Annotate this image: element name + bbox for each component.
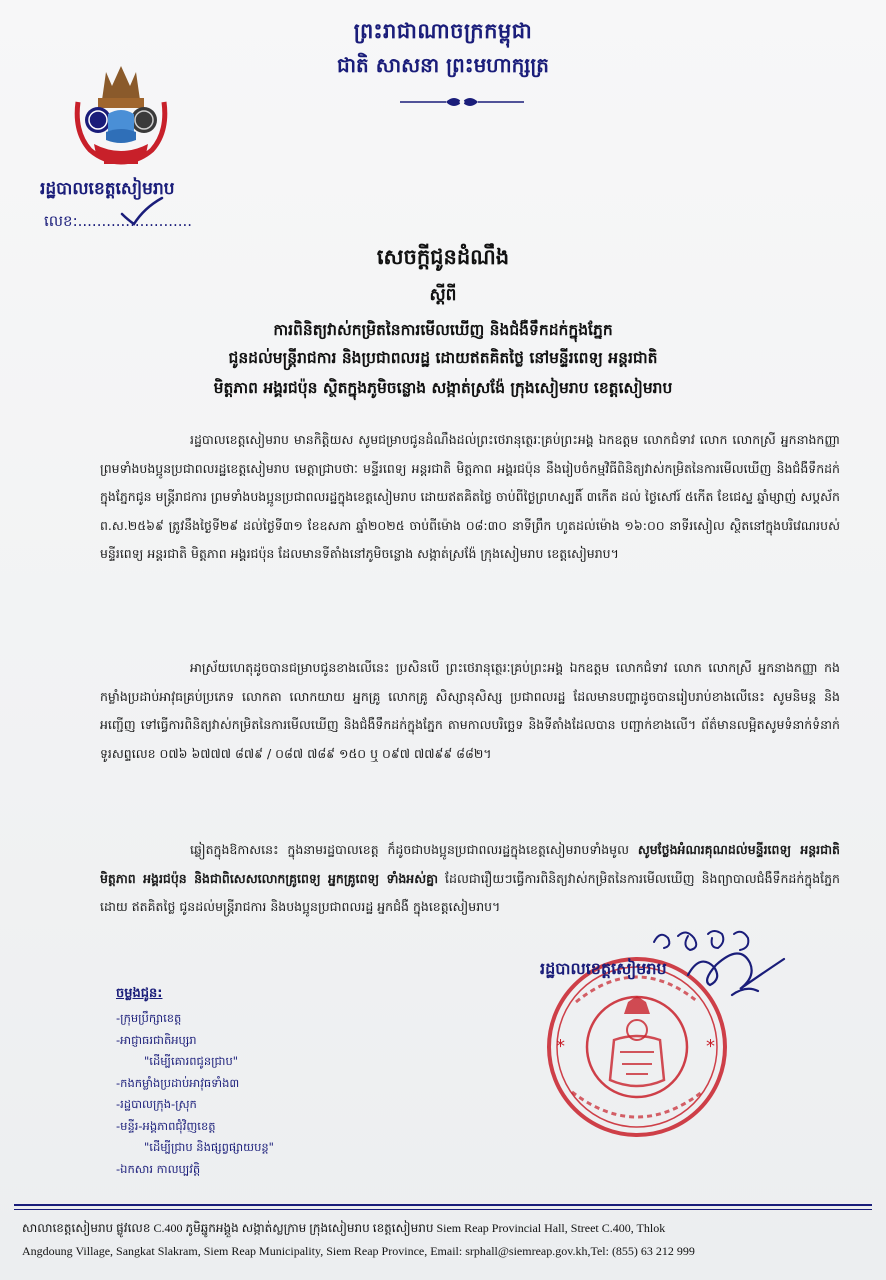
kingdom-heading: ព្រះរាជាណាចក្រកម្ពុជា [353,18,533,43]
footer-address-line-1: សាលាខេត្តសៀមរាប ផ្លូវលេខ C.400 ភូមិឆ្នូកអង្គួង សង្កាត់ស្លក្រាម ក្រុងសៀមរាប ខេត្តសៀមរាប Siem Reap Provincial Hall, Street C.400, Thlok [22,1221,666,1235]
footer-divider-thin [14,1209,872,1210]
national-motto: ជាតិ សាសនា ព្រះមហាក្សត្រ [337,53,549,77]
thanks-emphasis: សូមថ្លែងអំណរគុណដល់មន្ទីរពេទ្យ អន្តរជាតិ មិត្តភាព អង្គរជប៉ុន និងជាពិសេសលោកគ្រូពេទ្យ អ្នកគ្រូពេទ្យ ទាំងអស់គ្នា [100,842,840,886]
issuing-authority: រដ្ឋបាលខេត្តសៀមរាប [40,179,175,199]
subject-label: ស្ដីពី [429,285,457,305]
subject-line-3: មិត្តភាព អង្គរជប៉ុន ស្ថិតក្នុងភូមិចន្លោង សង្កាត់ស្រង៉ែ ក្រុងសៀមរាប ខេត្តសៀមរាប [213,378,673,397]
paragraph-thanks [100,836,840,922]
footer-divider [14,1204,872,1206]
reference-number: លេខ:........................ [44,212,193,230]
cc-item-note: "ដើម្បីជ្រាប និងផ្សព្វផ្សាយបន្ត" [144,1140,274,1154]
signatory-title: រដ្ឋបាលខេត្តសៀមរាប [540,959,667,978]
paragraph-invitation: អាស្រ័យហេតុដូចបានជម្រាបជូនខាងលើនេះ ប្រសិនបើ ព្រះថេរានុត្ថេរៈគ្រប់ព្រះអង្គ ឯកឧត្តម លោកជំទាវ លោក លោកស្រី អ្នកនាងកញ្ញា កងកម្លាំងប្រដាប់អាវុធគ្រប់ប្រភេទ លោកតា លោកយាយ អ្នកគ្រូ លោកគ្រូ សិស្សានុសិស្ស ប្រជាពលរដ្ឋ ដែលមានបញ្ហាដូចបានរៀបរាប់ខាងលើនេះ សូមនិមន្ត និងអញ្ជើញ ទៅធ្វើការពិនិត្យវាស់កម្រិតនៃការមើលឃើញ និងជំងឺទឹកដក់ក្នុងភ្នែក តាមកាលបរិច្ឆេទ និងទីតាំងដែលបាន បញ្ជាក់ខាងលើ។ ព័ត៌មានលម្អិតសូមទំនាក់ទំនាក់ទូរសព្ទលេខ ០៧៦ ៦៧៧៧ ៨៧៩ / ០៨៧ ៧៨៩ ១៥០ ឬ ០៩៧ ៧៧៩៩ ៨៨២។ [100,660,840,761]
notice-title: សេចក្ដីជូនដំណឹង [376,244,510,269]
cc-item-note: "ដើម្បីគោរពជូនជ្រាប" [144,1054,239,1068]
paragraph-announcement: រដ្ឋបាលខេត្តសៀមរាប មានកិត្តិយស សូមជម្រាបជូនដំណឹងដល់ព្រះថេរានុត្ថេរៈគ្រប់ព្រះអង្គ ឯកឧត្តម លោកជំទាវ លោក លោកស្រី អ្នកនាងកញ្ញា ព្រមទាំងបងប្អូនប្រជាពលរដ្ឋខេត្តសៀមរាប មេត្តាជ្រាបថាៈ មន្ទីរពេទ្យ អន្តរជាតិ មិត្តភាព អង្គរជប៉ុន នឹងរៀបចំកម្មវិធីពិនិត្យវាស់កម្រិតនៃការមើលឃើញ និងជំងឺទឹកដក់ក្នុងភ្នែកជូន មន្ត្រីរាជការ ព្រមទាំងបងប្អូនប្រជាពលរដ្ឋក្នុងខេត្តសៀមរាប ដោយឥតគិតថ្លៃ ចាប់ពីថ្ងៃព្រហស្បតិ៍ ៣កើត ដល់ ថ្ងៃសៅរ៍ ៥កើត ខែជេស្ឋ ឆ្នាំម្សាញ់ សប្តស័ក ព.ស.២៥៦៩ ត្រូវនឹងថ្ងៃទី២៩ ដល់ថ្ងៃទី៣១ ខែឧសភា ឆ្នាំ២០២៥ ចាប់ពីម៉ោង ០៨:៣០ នាទីព្រឹក ហូតដល់ម៉ោង ១៦:០០ នាទីរសៀល ស្ថិតនៅក្នុងបរិវេណរបស់មន្ទីរពេទ្យ អន្តរជាតិ មិត្តភាព អង្គរជប៉ុន ដែលមានទីតាំងនៅភូមិចន្លោង សង្កាត់ស្រង៉ែ ក្រុងសៀមរាប ខេត្តសៀមរាប។ [100,432,840,562]
cc-item: -កងកម្លាំងប្រដាប់អាវុធទាំង៣ [116,1075,240,1090]
cc-item: -ឯកសារ កាលប្បវត្តិ [116,1161,201,1176]
cc-item: -ក្រុមប្រឹក្សាខេត្ត [116,1011,182,1025]
subject-line-1: ការពិនិត្យវាស់កម្រិតនៃការមើលឃើញ និងជំងឺទឹកដក់ក្នុងភ្នែក [273,320,613,339]
thanks-closing: ដែលជារឿយៗធ្វើការពិនិត្យវាស់កម្រិតនៃការមើលឃើញ និងព្យាបាលជំងឺទឹកដក់ក្នុងភ្នែកដោយ ឥតគិតថ្លៃ ជូនដល់មន្ត្រីរាជការ និងបងប្អូនប្រជាពលរដ្ឋ អ្នកជំងឺ ក្នុងខេត្តសៀមរាប។ [100,870,840,915]
provincial-emblem [70,62,172,174]
thanks-intro: ឆ្លៀតក្នុងឱកាសនេះ ក្នុងនាមរដ្ឋបាលខេត្ត ក៏ដូចជាបងប្អូនប្រជាពលរដ្ឋក្នុងខេត្តសៀមរាបទាំងមូល [190,842,629,857]
svg-text:*: * [706,1036,715,1057]
subject-line-2: ជូនដល់មន្ត្រីរាជការ និងប្រជាពលរដ្ឋ ដោយឥតគិតថ្លៃ នៅមន្ទីរពេទ្យ អន្តរជាតិ [228,348,658,367]
check-mark-icon [118,196,164,228]
cc-title: ចម្លងជូន: [116,986,163,1001]
svg-text:*: * [556,1036,565,1057]
cc-item: -អាជ្ញាធរជាតិអប្សរា [116,1032,197,1047]
cc-item: -រដ្ឋបាលក្រុង-ស្រុក [116,1097,197,1111]
footer-address-line-2: Angdoung Village, Sangkat Slakram, Siem Reap Municipality, Siem Reap Province, Email: srphall@siemreap.gov.kh,Tel: (855) 63 212 999 [22,1244,695,1258]
ornament-divider [400,94,524,110]
handwritten-signature [680,945,800,1005]
cc-list [116,985,274,1180]
cc-item: -មន្ទីរ-អង្គភាពជុំវិញខេត្ត [116,1118,216,1133]
